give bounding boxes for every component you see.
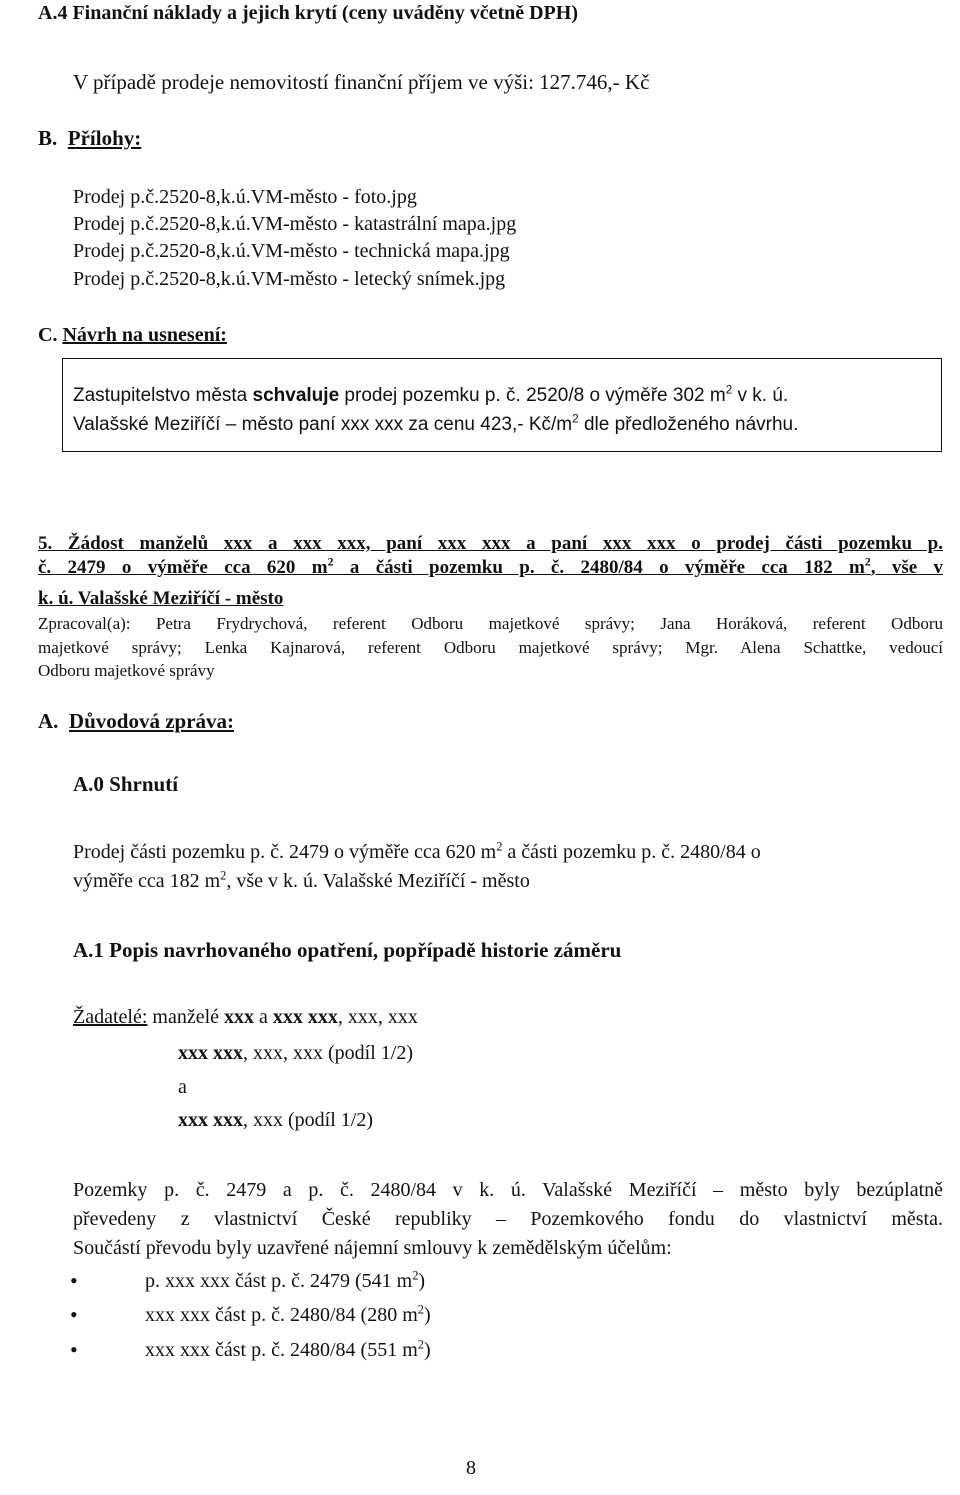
section-b-heading	[38, 126, 141, 151]
a0-line-2: výměře cca 182 $m^2$, vše v k. ú. Valašské Meziříčí - město	[73, 868, 530, 892]
section-c-letter: C.	[38, 324, 58, 346]
paragraph-line-1: Pozemky p. č. 2479 a p. č. 2480/84 v k. ú. Valašské Meziříčí – město byly bezúplatně	[73, 1179, 943, 1201]
applicants-line-3: a	[178, 1076, 187, 1098]
prepared-by-line-1: Zpracoval(a): Petra Frydrychová, referent Odboru majetkové správy; Jana Horáková, referent Odboru	[38, 614, 943, 633]
lease-list-item: xxx xxx část p. č. 2480/84 (551 $m^2$)	[145, 1337, 431, 1361]
section-a4-heading: A.4 Finanční náklady a jejich krytí (ceny uváděny včetně DPH)	[38, 2, 578, 24]
prepared-by-line-2: majetkové správy; Lenka Kajnarová, referent Odboru majetkové správy; Mgr. Alena Schattke, vedoucí	[38, 638, 943, 657]
resolution-line-1: Zastupitelstvo města schvaluje prodej pozemku p. č. 2520/8 o výměře 302 $m^2$ v k. ú.	[73, 383, 789, 406]
section-c-heading	[38, 324, 227, 347]
lease-list-item: xxx xxx část p. č. 2480/84 (280 $m^2$)	[145, 1302, 431, 1326]
a0-line-1: Prodej části pozemku p. č. 2479 o výměře cca 620 $m^2$ a části pozemku p. č. 2480/84 o	[73, 839, 761, 863]
item5-title-line-3: k. ú. Valašské Meziříčí - město	[38, 588, 284, 609]
lease-list-item: p. xxx xxx část p. č. 2479 (541 $m^2$)	[145, 1268, 426, 1292]
section-a-title: Důvodová zpráva:	[68, 709, 235, 733]
item5-title-line-1: 5. Žádost manželů xxx a xxx xxx, paní xxx xxx a paní xxx xxx o prodej části pozemku p.	[38, 533, 943, 554]
paragraph-line-2: převedeny z vlastnictví České republiky – Pozemkového fondu do vlastnictví města.	[73, 1208, 943, 1230]
applicants-line-4: xxx xxx, xxx (podíl 1/2)	[178, 1109, 373, 1131]
bullet-icon: •	[70, 1302, 78, 1327]
attachment-link[interactable]: Prodej p.č.2520-8,k.ú.VM-město - foto.jpg	[73, 186, 417, 208]
bullet-icon: •	[70, 1337, 78, 1362]
paragraph-line-3: Součástí převodu byly uzavřené nájemní smlouvy k zemědělským účelům:	[73, 1237, 672, 1259]
section-b-title: Přílohy:	[67, 126, 142, 150]
applicants-line-1: Žadatelé: manželé xxx a xxx xxx, xxx, xxx	[73, 1006, 418, 1028]
item5-title-line-2: č. 2479 o výměře cca 620 $m^2$ a části pozemku p. č. 2480/84 o výměře cca 182 $m^2$, vše v	[38, 555, 944, 578]
section-a4-text: V případě prodeje nemovitostí finanční příjem ve výši: 127.746,- Kč	[73, 70, 650, 94]
a1-heading: A.1 Popis navrhovaného opatření, popřípadě historie záměru	[73, 938, 622, 962]
section-a-letter: A.	[38, 709, 59, 733]
attachment-link[interactable]: Prodej p.č.2520-8,k.ú.VM-město - technická mapa.jpg	[73, 240, 510, 262]
a0-heading: A.0 Shrnutí	[73, 772, 179, 796]
bullet-icon: •	[70, 1268, 78, 1293]
applicants-line-2: xxx xxx, xxx, xxx (podíl 1/2)	[178, 1042, 413, 1064]
applicants-label: Žadatelé:	[73, 1006, 148, 1028]
section-a-heading	[38, 709, 234, 734]
attachment-link[interactable]: Prodej p.č.2520-8,k.ú.VM-město - katastrální mapa.jpg	[73, 213, 517, 235]
attachment-link[interactable]: Prodej p.č.2520-8,k.ú.VM-město - letecký snímek.jpg	[73, 268, 506, 290]
resolution-line-2: Valašské Meziříčí – město paní xxx xxx za cenu 423,- $Kč/m^2$ dle předloženého návrhu.	[73, 412, 799, 435]
prepared-by-line-3: Odboru majetkové správy	[38, 661, 215, 680]
section-c-title: Návrh na usnesení:	[62, 324, 227, 346]
section-b-letter: B.	[38, 126, 58, 150]
page-number: 8	[466, 1457, 476, 1479]
